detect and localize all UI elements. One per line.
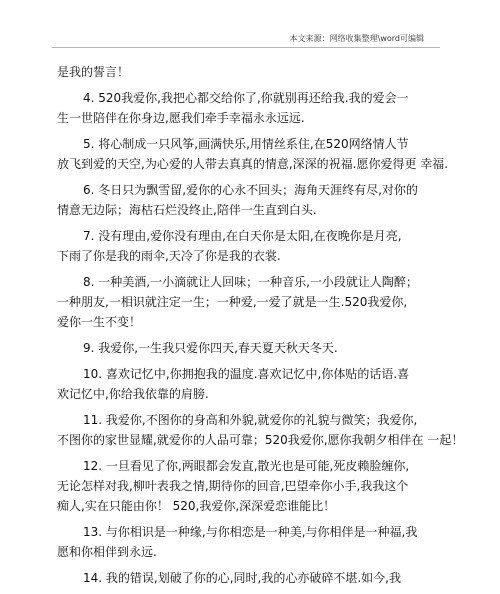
item-line: 下雨了你是我的雨伞,天冷了你是我的衣裳. [57,249,281,263]
item-line: 11. 我爱你,不图你的身高和外貌,就爱你的礼貌与微笑；我爱你, [83,413,418,427]
item-line: 愿和你相伴到永远. [57,545,157,559]
item-line: 爱你一生不变！ [57,315,142,329]
intro-line: 是我的誓言！ [57,65,130,79]
item-line: 12. 一旦看见了你,两眼都会发直,散光也是可能,死皮赖脸缠你, [83,459,410,473]
item-line: 生一世陪伴在你身边,愿我们牵手幸福永永远远. [57,111,305,125]
item-line: 6. 冬日只为飘雪留,爱你的心永不回头；海角天涯终有尽,对你的 [83,183,418,197]
item-line: 欢记忆中,你给我依靠的肩膀. [57,387,209,401]
item-line: 情意无边际；海枯石烂没终止,陪伴一生直到白头. [57,203,317,217]
list-item [57,180,447,220]
item-line: 8. 一种美酒,一小滴就让人回味；一种音乐,一小段就让人陶醉； [83,275,418,289]
item-line: 痴人,实在只能由你！ 520,我爱你,深深爱恋谁能比！ [57,499,336,513]
item-line: 无论怎样对我,柳叶表我之情,期待你的回音,巴望牵你小手,我我这个 [57,479,409,493]
list-item [57,272,447,332]
item-line: 不图你的家世显耀,就爱你的人品可靠；520我爱你,愿你我朝夕相伴在 一起！ [57,433,464,447]
list-item [57,134,447,174]
header-divider [52,47,440,48]
list-item [57,522,447,562]
list-item [57,226,447,266]
item-line: 放飞到爱的天空,为心爱的人带去真真的情意,深深的祝福.愿你爱得更 幸福. [57,157,449,171]
list-item [57,338,447,358]
item-line: 一种朋友,一相识就注定一生；一种爱,一爱了就是一生.520我爱你, [57,295,408,309]
item-line: 9. 我爱你,一生我只爱你四天,春天夏天秋天冬天. [83,341,338,355]
item-line: 14. 我的错误,划破了你的心,同时,我的心亦破碎不堪.如今,我 [83,571,401,585]
item-line: 4. 520我爱你,我把心都交给你了,你就别再还给我.我的爱会一 [83,91,409,105]
list-item [57,568,447,588]
source-note: 本文来源：网络收集整理\word可编辑 [289,34,424,43]
item-line: 7. 没有理由,爱你没有理由,在白天你是太阳,在夜晚你是月亮, [83,229,402,243]
list-item [57,410,464,450]
item-line: 10. 喜欢记忆中,你拥抱我的温度.喜欢记忆中,你体贴的话语.喜 [83,367,410,381]
list-item [57,88,447,128]
list-item [57,456,447,516]
list-item [57,364,447,404]
document-body [57,62,464,594]
item-line: 13. 与你相识是一种缘,与你相恋是一种美,与你相伴是一种福,我 [83,525,418,539]
item-line: 5. 将心制成一只风筝,画满快乐,用情丝系住,在520网络情人节 [83,137,409,151]
